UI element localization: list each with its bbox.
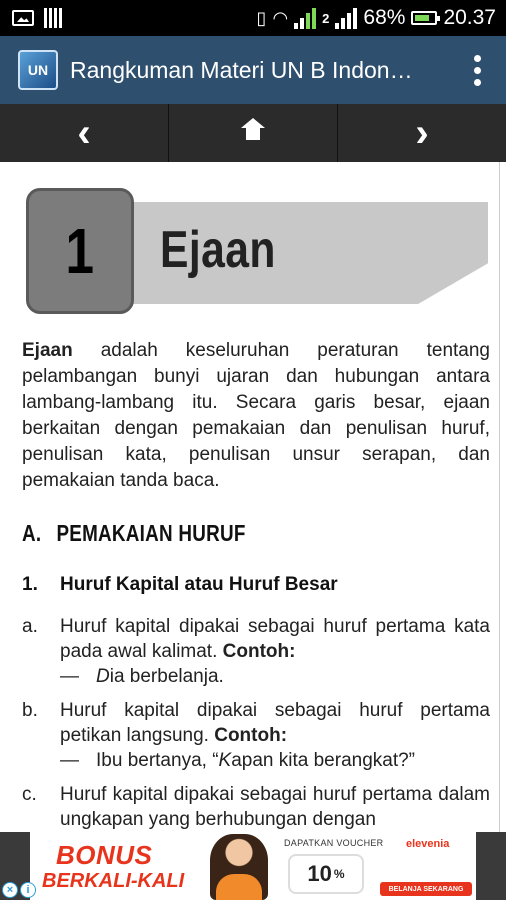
chapter-number: 1 [65,215,95,287]
rule-description: Huruf kapital dipakai sebagai huruf pertama kata pada awal kalimat. [60,616,490,662]
intro-text: adalah keseluruhan peraturan tentang pelambangan bunyi ujaran dan hubungan antara lambang-lambang itu. Secara garis besar, ejaan berkaitan dengan pemakaian dan penulisan huruf, penulisan kata, penulisan unsur serapan, dan pemakaian tanda baca. [22,340,490,491]
app-bar [0,36,506,104]
rule-item [22,614,490,689]
home-button[interactable] [169,104,338,162]
ad-creative[interactable] [30,832,476,900]
status-bar [0,0,506,36]
example-text-before: Ibu bertanya, “ [96,750,219,771]
next-page-button[interactable] [338,104,506,162]
rule-example [60,664,490,689]
example-initial: K [218,750,232,771]
rule-example [60,748,490,773]
signal-icon-2 [335,7,357,29]
barcode-notification-icon [44,8,62,28]
section-letter: A. [22,520,42,546]
ad-subline: BERKALI-KALI [42,870,185,892]
ad-voucher-unit: % [333,867,345,881]
sim-label: 2 [322,10,330,26]
ad-close-icon[interactable]: × [2,882,18,898]
chapter-banner [100,202,488,304]
intro-paragraph [22,338,490,494]
overflow-menu-icon[interactable] [472,55,482,86]
ad-banner[interactable] [0,832,506,900]
clock: 20.37 [443,6,496,29]
content-area[interactable] [0,162,500,832]
chapter-number-box [26,188,134,314]
section-heading [22,520,246,547]
battery-percent: 68% [363,6,406,29]
app-logo: UN [18,50,58,90]
section-title: PEMAKAIAN HURUF [56,520,246,546]
rule-item [22,782,490,832]
rule-text [60,614,490,664]
intro-term: Ejaan [22,340,73,361]
rule-marker: a. [22,616,38,637]
ad-info-icon[interactable]: i [20,882,36,898]
ad-voucher-badge [288,854,364,894]
example-label: Contoh: [214,725,288,746]
ad-headline: BONUS [56,840,153,870]
ad-voucher-value: 10 [307,861,332,886]
subsection-number: 1. [22,574,38,595]
nav-bar [0,104,506,162]
example-text: ia berbelanja. [109,666,224,687]
rule-description: Huruf kapital dipakai sebagai huruf pertama petikan langsung. [60,700,490,746]
ad-voucher-label: DAPATKAN VOUCHER [284,838,384,848]
subsection-title: Huruf Kapital atau Huruf Besar [60,574,338,595]
chapter-title: Ejaan [160,221,276,279]
app-title: Rangkuman Materi UN B Indon… [70,56,413,83]
rule-item [22,698,490,773]
rule-text: Huruf kapital dipakai sebagai huruf pertama dalam ungkapan yang berhubungan dengan [60,784,490,830]
rule-marker: b. [22,700,38,721]
vibrate-icon: ▯ [256,7,267,28]
chevron-left-icon: ‹ [77,111,91,155]
ad-cta-button[interactable]: BELANJA SEKARANG [380,882,472,896]
gallery-notification-icon [12,10,34,26]
rule-marker: c. [22,784,37,805]
ad-brand-logo: elevenia [406,838,450,850]
example-text: apan kita berangkat?” [231,750,416,771]
example-dash: — [60,750,79,771]
battery-charging-icon [411,11,437,25]
chevron-right-icon: › [415,111,429,155]
prev-page-button[interactable] [0,104,169,162]
example-dash: — [60,666,79,687]
wifi-icon: ◠ [272,7,289,28]
signal-icon-1 [294,7,316,29]
example-label: Contoh: [222,641,296,662]
rule-text [60,698,490,748]
ad-choices[interactable] [0,880,38,900]
example-initial: D [96,666,110,687]
ad-model-image [210,834,268,900]
home-icon [243,124,263,142]
subsection-heading [22,574,338,596]
ad-side-panel [476,832,506,900]
